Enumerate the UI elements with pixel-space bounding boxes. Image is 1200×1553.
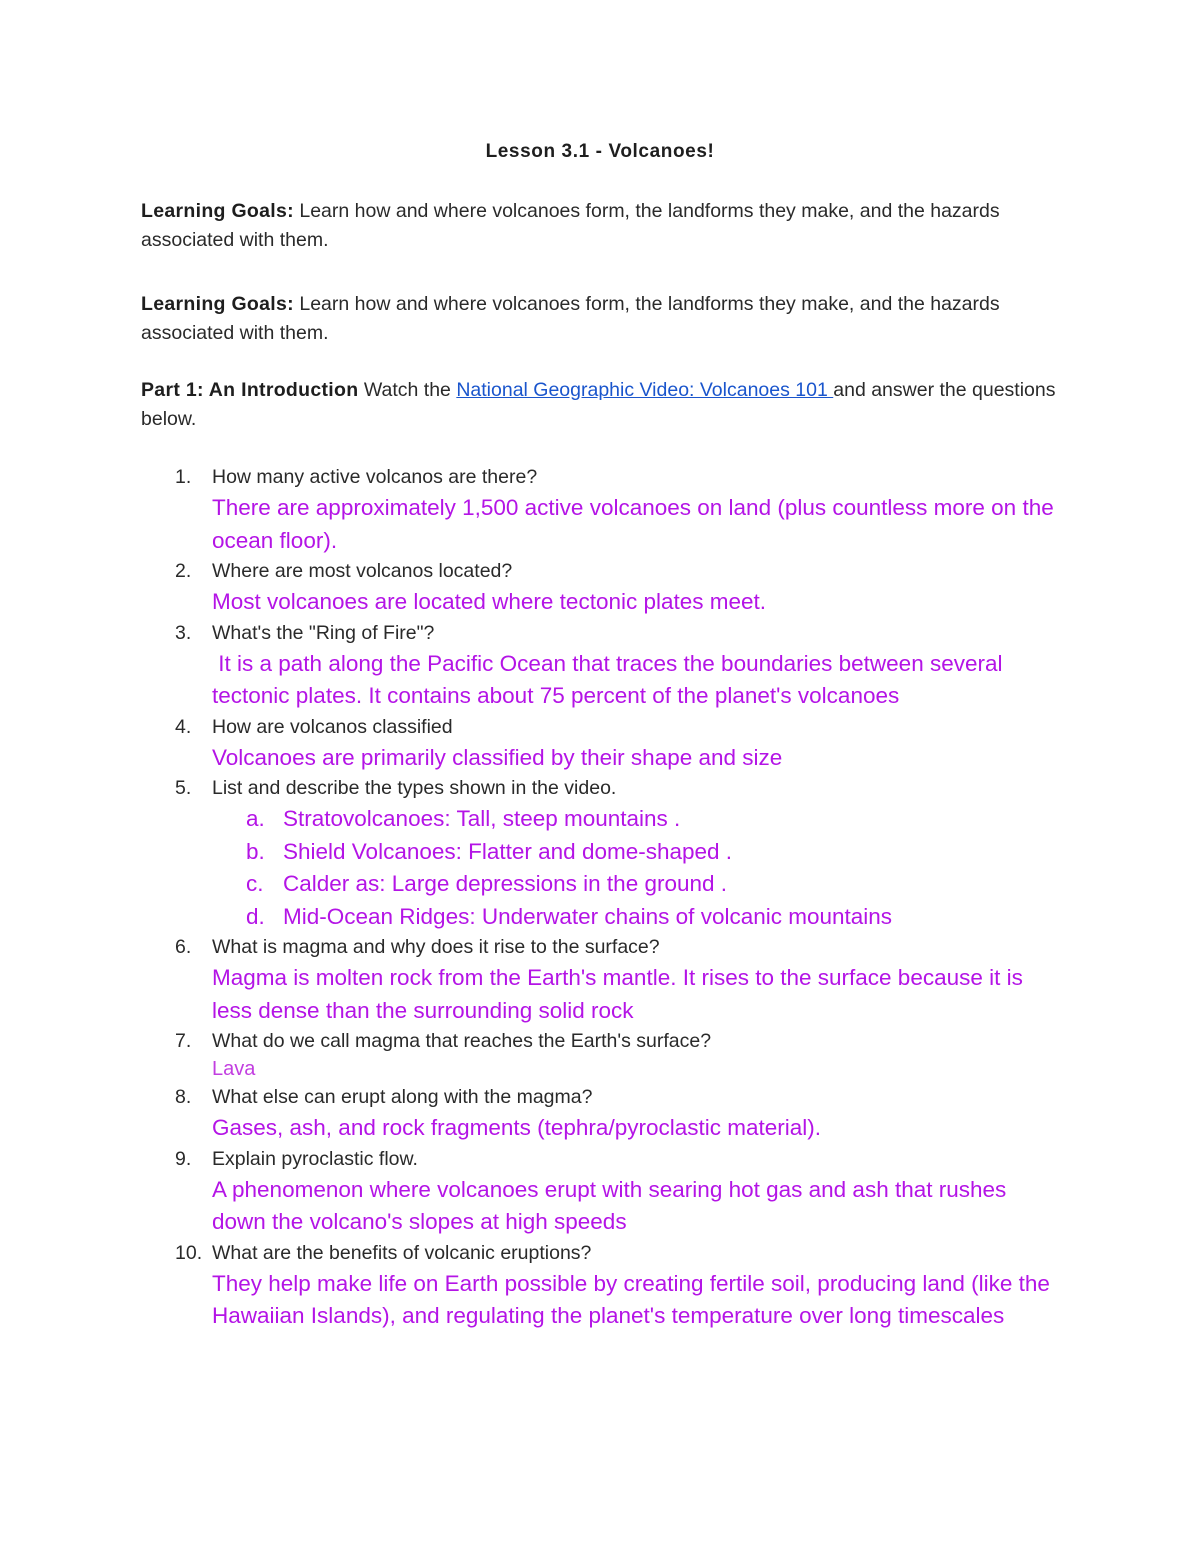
volcano-type-item [212, 901, 1061, 934]
question-text: What's the "Ring of Fire"? [212, 621, 435, 644]
sub-letter: b. [246, 838, 265, 864]
question-text: How are volcanos classified [212, 715, 453, 738]
question-number: 7. [175, 1030, 192, 1052]
volcano-type-text: Stratovolcanoes: Tall, steep mountains . [283, 806, 681, 831]
question-number: 3. [175, 621, 192, 644]
page-title: Lesson 3.1 - Volcanoes! [485, 141, 715, 162]
question-item [141, 557, 1061, 619]
question-list [141, 463, 1061, 1333]
question-text: How many active volcanos are there? [212, 466, 538, 488]
part1-label: Part 1: An Introduction [141, 379, 359, 401]
volcano-type-text: Shield Volcanoes: Flatter and dome-shaped . [283, 838, 733, 864]
video-link[interactable]: National Geographic Video: Volcanoes 101 [456, 379, 834, 401]
learning-goals-paragraph [141, 197, 1061, 255]
volcano-type-text: Calder as: Large depressions in the ground . [283, 871, 728, 896]
answer-text: Lava [212, 1058, 256, 1080]
question-number: 2. [175, 560, 192, 582]
question-number: 6. [175, 936, 192, 958]
question-text: What is magma and why does it rise to the surface? [212, 936, 660, 958]
question-number: 8. [175, 1086, 192, 1108]
learning-goals-text: Learn how and where volcanoes form, the landforms they make, and the hazards associated with them. [141, 200, 1000, 251]
question-item [141, 774, 1061, 933]
learning-goals-paragraph-repeat [141, 290, 1061, 348]
question-text: What else can erupt along with the magma? [212, 1086, 593, 1108]
learning-goals-label: Learning Goals: [141, 200, 294, 222]
volcano-type-text: Mid-Ocean Ridges: Underwater chains of volcanic mountains [283, 903, 893, 929]
question-text: What are the benefits of volcanic eruptions? [212, 1241, 592, 1264]
answer-text: A phenomenon where volcanoes erupt with searing hot gas and ash that rushes down the volcano's slopes at high speeds [212, 1176, 1007, 1234]
answer-text: It is a path along the Pacific Ocean that traces the boundaries between several tectonic plates. It contains about 75 percent of the planet's volcanoes [212, 650, 1009, 708]
answer-text: Magma is molten rock from the Earth's mantle. It rises to the surface because it is less dense than the surrounding solid rock [212, 965, 1023, 1023]
learning-goals-label-repeat: Learning Goals: [141, 293, 294, 315]
question-number: 1. [175, 466, 192, 488]
question-item [141, 463, 1061, 557]
question-item [141, 933, 1061, 1027]
question-number: 10. [175, 1241, 203, 1264]
part1-post-text: and answer the questions below. [141, 379, 1056, 430]
answer-text: Gases, ash, and rock fragments (tephra/pyroclastic material). [212, 1115, 821, 1140]
volcano-type-item [212, 868, 1061, 901]
volcano-types-list [212, 803, 1061, 933]
question-text: Where are most volcanos located? [212, 560, 513, 582]
question-number: 9. [175, 1147, 192, 1170]
answer-text: Most volcanoes are located where tectonic plates meet. [212, 589, 767, 614]
question-item [141, 713, 1061, 775]
question-item [141, 1027, 1061, 1083]
question-text: List and describe the types shown in the video. [212, 777, 617, 799]
answer-text: Volcanoes are primarily classified by their shape and size [212, 744, 783, 770]
volcano-type-item [212, 836, 1061, 869]
question-text: Explain pyroclastic flow. [212, 1147, 418, 1170]
answer-text: They help make life on Earth possible by creating fertile soil, producing land (like the Hawaiian Islands), and regulating the planet's temperature over long timescales [212, 1270, 1050, 1328]
question-number: 5. [175, 777, 192, 799]
question-number: 4. [175, 715, 192, 738]
sub-letter: a. [246, 806, 265, 831]
question-item [141, 619, 1061, 713]
learning-goals-text-repeat: Learn how and where volcanoes form, the landforms they make, and the hazards associated with them. [141, 293, 1000, 344]
part1-pre-text: Watch the [358, 379, 457, 401]
question-text: What do we call magma that reaches the Earth's surface? [212, 1030, 712, 1052]
question-item [141, 1083, 1061, 1145]
sub-letter: d. [246, 903, 265, 929]
sub-letter: c. [246, 871, 264, 896]
question-item [141, 1145, 1061, 1239]
part1-intro-paragraph [141, 376, 1061, 434]
volcano-type-item [212, 803, 1061, 836]
question-item [141, 1239, 1061, 1333]
answer-text: There are approximately 1,500 active volcanoes on land (plus countless more on the ocean floor). [212, 495, 1054, 553]
